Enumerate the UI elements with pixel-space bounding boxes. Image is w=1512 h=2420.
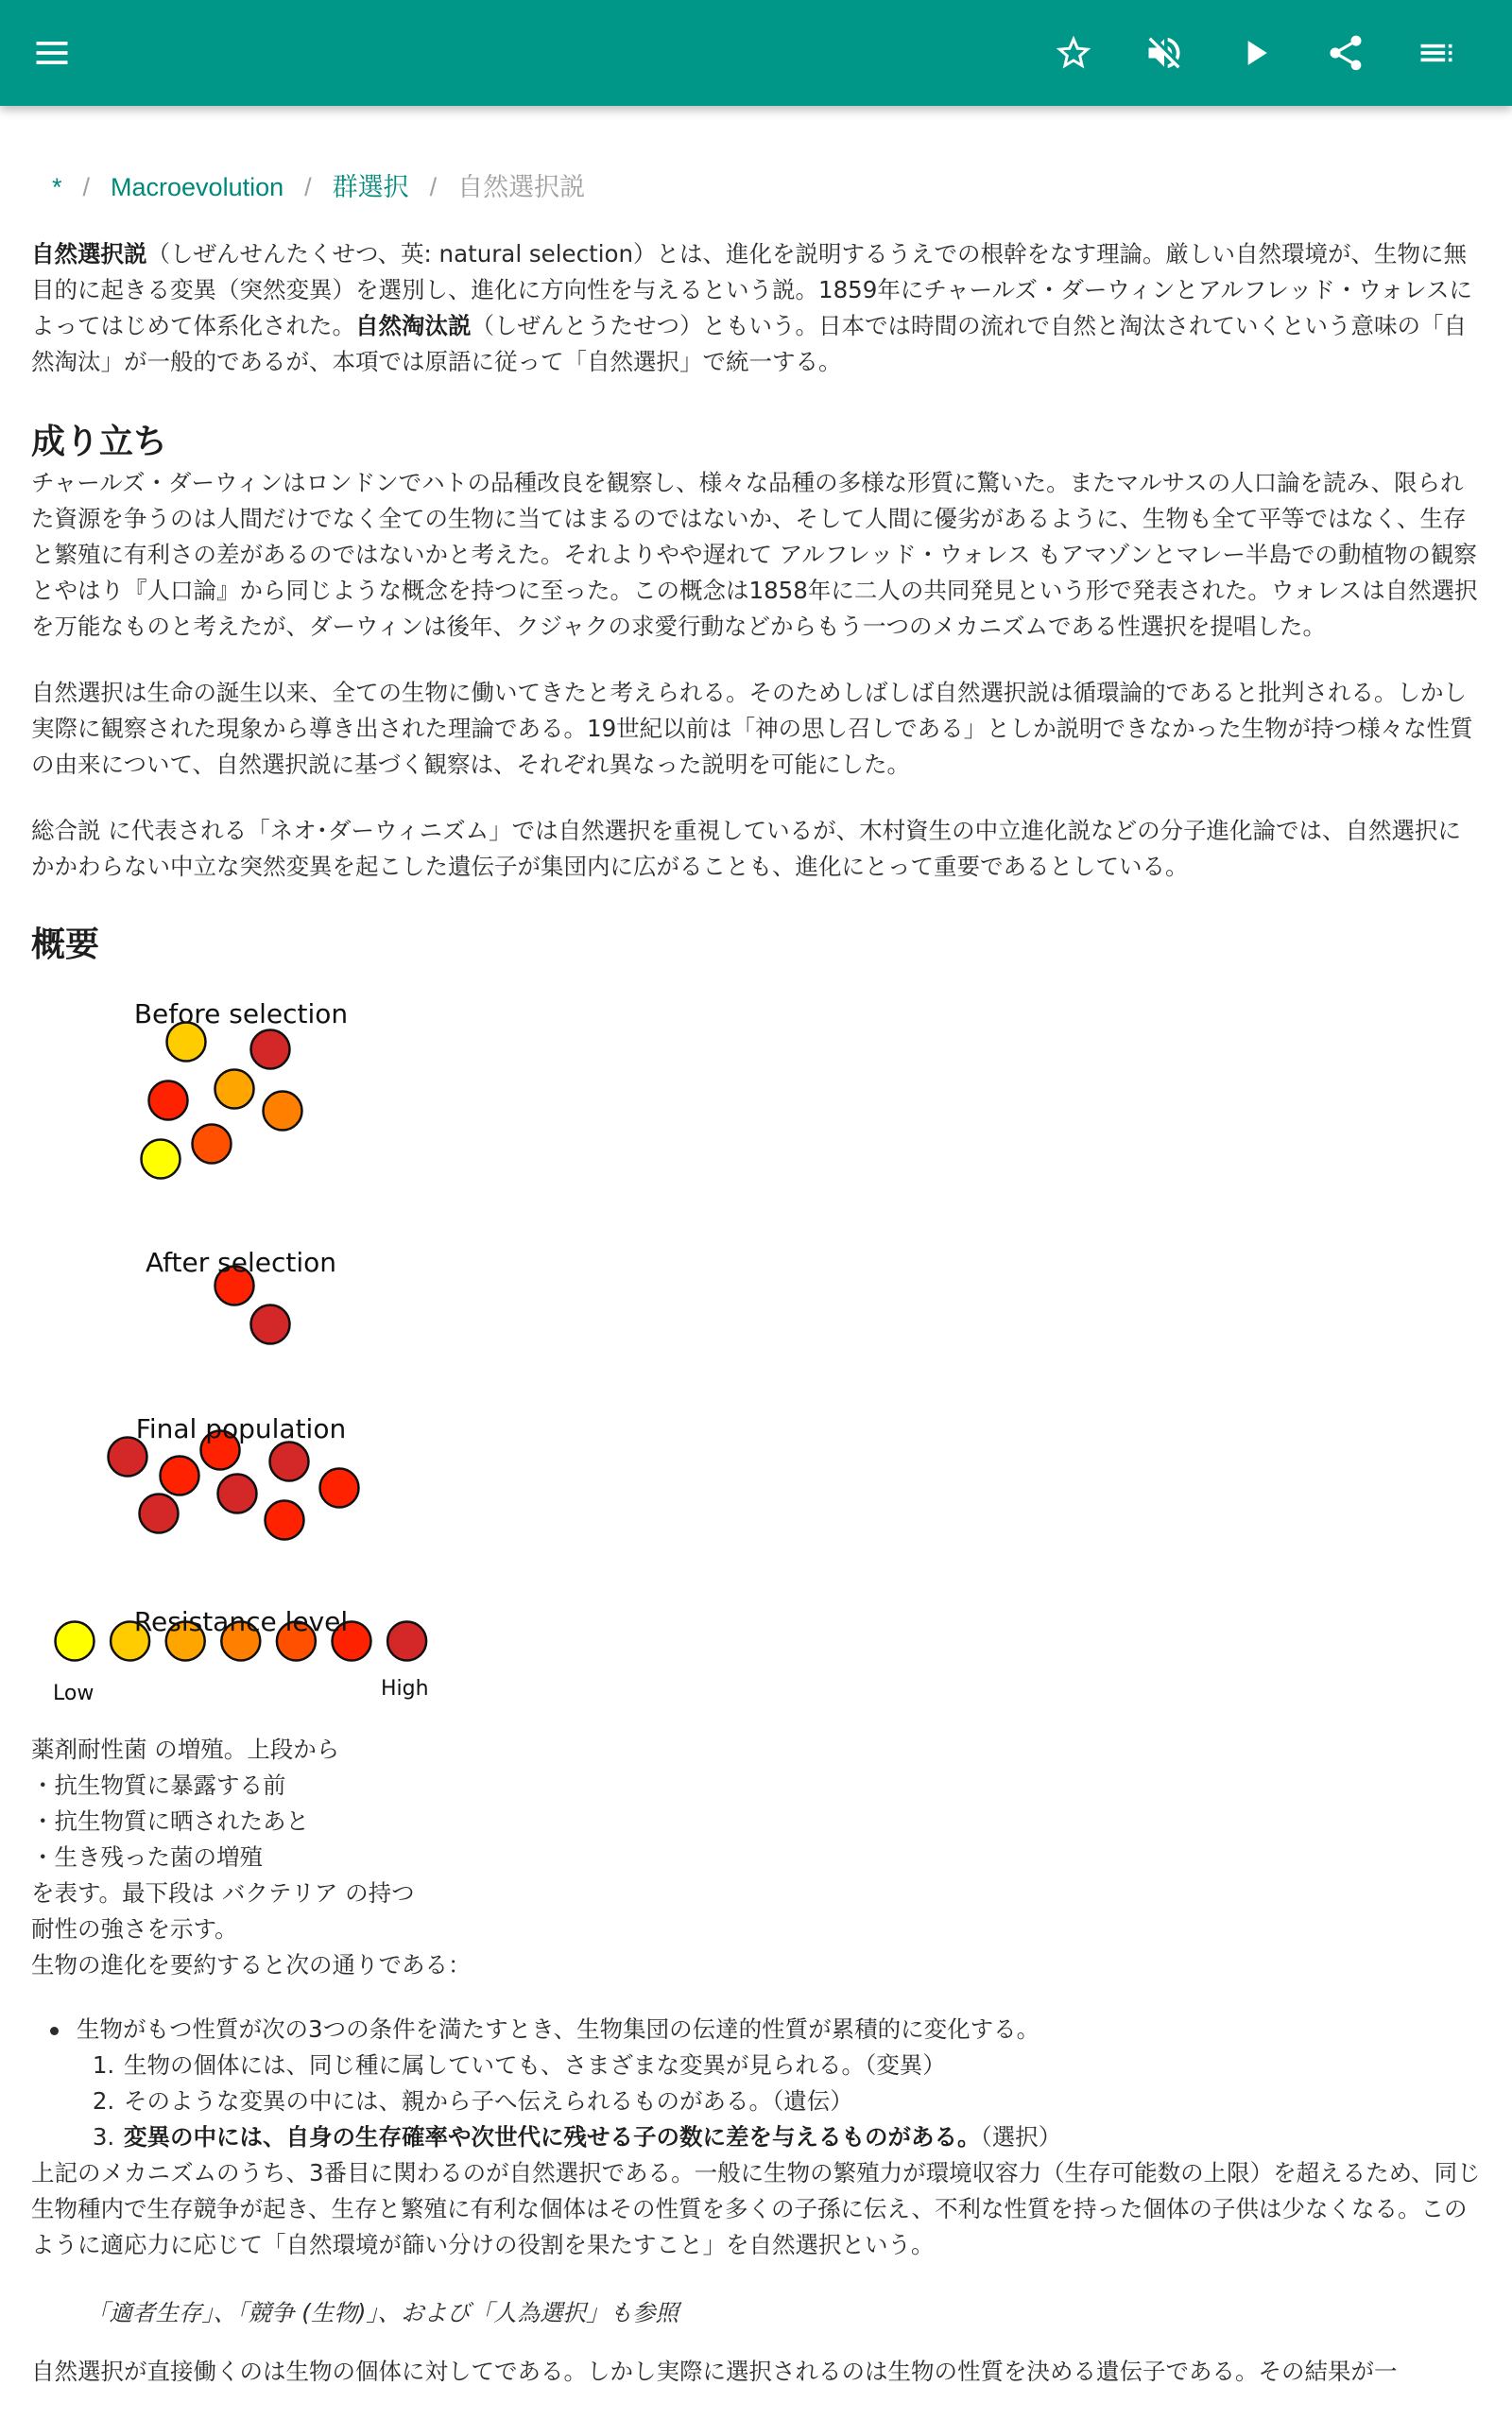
breadcrumb-macroevolution[interactable]: Macroevolution bbox=[111, 173, 284, 201]
selection-target-paragraph: 自然選択が直接働くのは生物の個体に対してである。しかし実際に選択されるのは生物の性質を決める遺伝子である。その結果が一 bbox=[31, 2358, 1398, 2385]
condition-text: 生物の個体には、同じ種に属していても、さまざまな変異が見られる。 bbox=[124, 2051, 865, 2079]
term-natural-selection: 自然選択説 bbox=[31, 240, 147, 268]
intro-text-1: （しぜんせんたくせつ、英: natural selection）とは、進化を説明するうえでの根幹をなす理論。厳しい自然環境が、生物に無目的に起きる変異（突然変異）を選別し、進化に方向性を与えるという説。1859年にチャールズ・ダーウィンとアルフレッド・ウォレスによってはじめて体系化された。 bbox=[31, 240, 1472, 339]
label-before-selection: Before selection bbox=[133, 998, 349, 1029]
bookmark-button[interactable] bbox=[1043, 23, 1104, 83]
condition-variation bbox=[122, 2048, 1481, 2083]
caption-line: 生物の進化を要約すると次の通りである： bbox=[31, 1951, 472, 1979]
hamburger-menu-icon bbox=[31, 32, 73, 74]
bacterium-before bbox=[149, 1081, 188, 1120]
list-item-text: 生物がもつ性質が次の3つの条件を満たすとき、生物集団の伝達的性質が累積的に変化する。 bbox=[77, 2015, 1040, 2043]
see-also-note[interactable]: 「適者生存」、「競争 (生物)」、および「人為選択」も参照 bbox=[86, 2299, 679, 2326]
bacterium-after bbox=[251, 1305, 290, 1344]
menu-button[interactable] bbox=[22, 23, 82, 83]
origin-paragraph-2: 自然選択は生命の誕生以来、全ての生物に働いてきたと考えられる。そのためしばしば自然選択説は循環論的であると批判される。しかし実際に観察された現象から導き出された理論である。19世紀以前は「神の思し召しである」としか説明できなかった生物が持つ様々な性質の由来について、自然選択説に基づく観察は、それぞれ異なった説明を可能にした。 bbox=[31, 679, 1473, 778]
bacterium-before bbox=[142, 1140, 180, 1179]
bacterium-final bbox=[218, 1475, 257, 1513]
condition-tag: （遺伝） bbox=[772, 2087, 853, 2115]
mechanism-paragraph: 上記のメカニズムのうち、3番目に関わるのが自然選択である。一般に生物の繁殖力が環境収容力（生存可能数の上限）を超えるため、同じ生物種内で生存競争が起き、生存と繁殖に有利な個体はその性質を多くの子孫に伝え、不利な性質を持った個体の子供は少なくなる。このように適応力に応じて「自然環境が篩い分けの役割を果たすこと」を自然選択という。 bbox=[31, 2159, 1481, 2258]
condition-selection bbox=[122, 2119, 1481, 2155]
volume-off-icon bbox=[1143, 32, 1185, 74]
bacterium-final bbox=[266, 1501, 304, 1540]
resistance-scale-dot bbox=[56, 1622, 94, 1661]
app-bar bbox=[0, 0, 1512, 106]
section-heading-overview: 概要 bbox=[31, 925, 100, 964]
list-item bbox=[77, 2012, 1481, 2155]
bacterium-before bbox=[251, 1030, 290, 1069]
intro-text-2: （しぜんとうたせつ）ともいう。日本では時間の流れで自然と淘汰されていくという意味の「自然淘汰」が一般的であるが、本項では原語に従って「自然選択」で統一する。 bbox=[31, 312, 1467, 375]
label-final-population: Final population bbox=[135, 1413, 347, 1444]
conditions-list bbox=[77, 2048, 1481, 2155]
bacterium-before bbox=[215, 1070, 254, 1109]
caption-line: ・生き残った菌の増殖 bbox=[31, 1843, 263, 1871]
bacterium-final bbox=[270, 1443, 309, 1481]
breadcrumb-separator: / bbox=[429, 173, 438, 201]
caption-line: 耐性の強さを示す。 bbox=[31, 1915, 238, 1943]
condition-tag: （変異） bbox=[865, 2051, 946, 2079]
breadcrumb-group-selection[interactable]: 群選択 bbox=[332, 173, 409, 201]
label-high: High bbox=[381, 1677, 429, 1701]
share-icon bbox=[1325, 32, 1366, 74]
caption-line: 薬剤耐性菌 の増殖。上段から bbox=[31, 1736, 340, 1763]
bacterium-final bbox=[140, 1495, 179, 1533]
caption-line: を表す。最下段は バクテリア の持つ bbox=[31, 1879, 415, 1907]
star-outline-icon bbox=[1053, 32, 1094, 74]
caption-line: ・抗生物質に晒されたあと bbox=[31, 1807, 309, 1835]
origin-paragraph-3: 総合説 に代表される「ネオ･ダーウィニズム」では自然選択を重視しているが、木村資生の中立進化説などの分子進化論では、自然選択にかかわらない中立な突然変異を起こした遺伝子が集団内に広がることも、進化にとって重要であるとしている。 bbox=[31, 817, 1462, 880]
breadcrumb-separator: / bbox=[82, 173, 91, 201]
label-resistance-level: Resistance level bbox=[133, 1606, 349, 1637]
breadcrumb bbox=[31, 166, 1481, 208]
label-after-selection: After selection bbox=[146, 1247, 336, 1278]
bacterium-final bbox=[161, 1457, 199, 1495]
label-low: Low bbox=[53, 1682, 94, 1705]
play-icon bbox=[1234, 32, 1276, 74]
toc-button[interactable] bbox=[1406, 23, 1467, 83]
article-content bbox=[31, 106, 1481, 2390]
breadcrumb-separator: / bbox=[304, 173, 312, 201]
bacterium-before bbox=[193, 1125, 232, 1164]
bacterium-before bbox=[264, 1092, 302, 1131]
intro-paragraph bbox=[31, 236, 1481, 380]
share-button[interactable] bbox=[1315, 23, 1376, 83]
breadcrumb-home[interactable]: * bbox=[52, 173, 62, 201]
breadcrumb-current: 自然選択説 bbox=[457, 173, 586, 201]
origin-paragraph-1: チャールズ・ダーウィンはロンドンでハトの品種改良を観察し、様々な品種の多様な形質に驚いた。またマルサスの人口論を読み、限られた資源を争うのは人間だけでなく全ての生物に当てはまるのではないか、そして人間に優劣があるように、生物も全て平等ではなく、生存と繁殖に有利さの差があるのではないかと考えた。それよりやや遅れて アルフレッド・ウォレス もアマゾンとマレー半島での動植物の観察とやはり『人口論』から同じような概念を持つに至った。この概念は1858年に二人の共同発見という形で発表された。ウォレスは自然選択を万能なものと考えたが、ダーウィンは後年、クジャクの求愛行動などからもう一つのメカニズムである性選択を提唱した。 bbox=[31, 469, 1478, 640]
list-icon bbox=[1416, 32, 1457, 74]
resistance-scale-dot bbox=[387, 1622, 426, 1661]
mute-button[interactable] bbox=[1134, 23, 1194, 83]
evolution-summary-list bbox=[31, 2012, 1481, 2155]
condition-text: 変異の中には、自身の生存確率や次世代に残せる子の数に差を与えるものがある。 bbox=[124, 2123, 981, 2151]
condition-tag: （選択） bbox=[980, 2123, 1062, 2151]
figure-caption bbox=[31, 1732, 1481, 1983]
antibiotic-resistance-figure bbox=[31, 987, 447, 1724]
condition-heredity bbox=[122, 2083, 1481, 2119]
caption-line: ・抗生物質に暴露する前 bbox=[31, 1772, 286, 1799]
section-heading-origin: 成り立ち bbox=[31, 423, 168, 461]
condition-text: そのような変異の中には、親から子へ伝えられるものがある。 bbox=[124, 2087, 772, 2115]
term-natural-elimination: 自然淘汰説 bbox=[355, 312, 472, 339]
play-button[interactable] bbox=[1225, 23, 1285, 83]
bacterium-final bbox=[320, 1469, 359, 1508]
